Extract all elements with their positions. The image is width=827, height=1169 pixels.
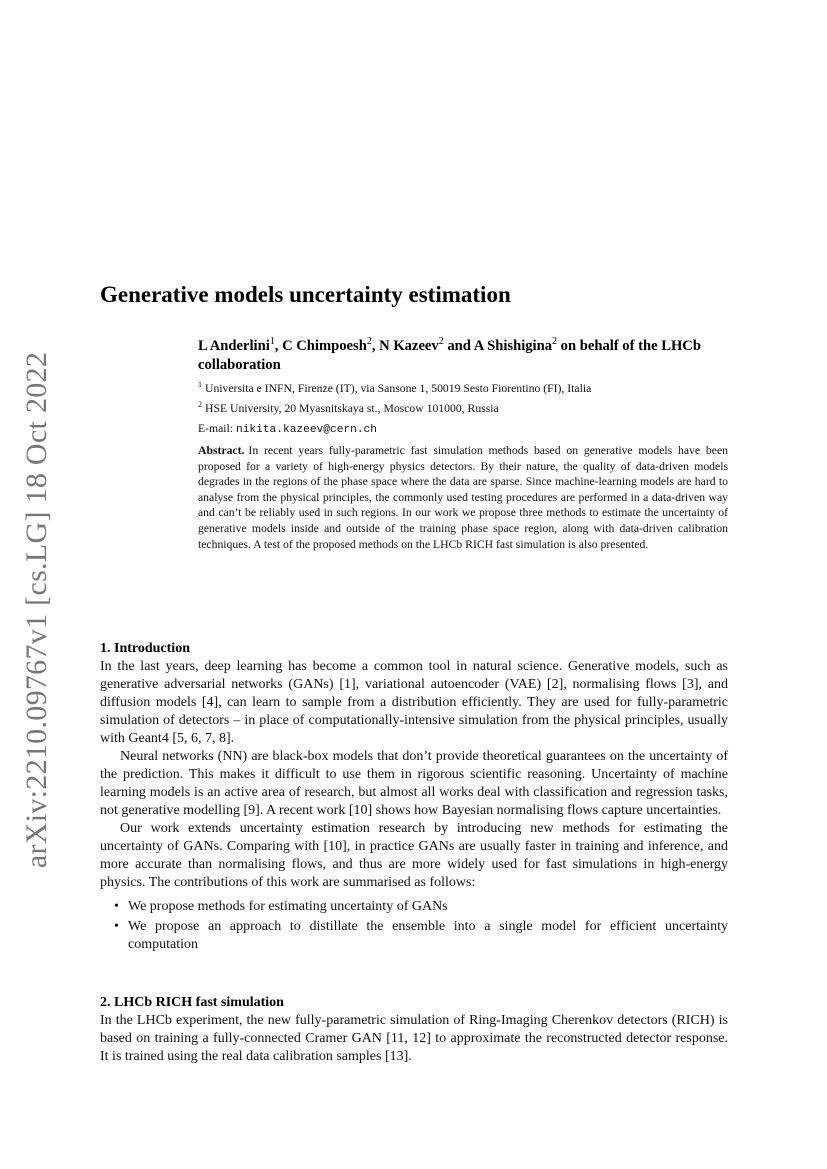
section-heading: 1. Introduction	[100, 641, 190, 656]
author-affiliation-mark: 2	[552, 336, 558, 347]
paper-title: Generative models uncertainty estimation	[100, 282, 511, 307]
author-separator: ,	[371, 337, 380, 354]
paragraph: Neural networks (NN) are black-box models that don’t provide theoretical guarantees on the uncertainty of the prediction. This makes it difficult to use them in rigorous scientific reasoning. Uncertainty of machine learning models is an active area of research, but almost all works deal with classification and regression tasks, not generative modelling [9]. A recent work [10] shows how Bayesian normalising flows capture uncertainties.	[100, 749, 728, 818]
paragraph: In the last years, deep learning has become a common tool in natural science. Generative models, such as generative adversarial networks (GANs) [1], variational autoencoder (VAE) [2], normalising flows [3], and diffusion models [4], can learn to sample from a distribution efficiently. They are used for fully-parametric simulation of detectors – in place of computationally-intensive simulation from the physical principles, usually with Geant4 [5, 6, 7, 8].	[100, 659, 728, 746]
list-item	[100, 918, 728, 954]
affiliation-number: 1	[198, 379, 202, 389]
abstract	[198, 443, 728, 552]
bullet-icon: •	[114, 919, 119, 934]
section-heading: 2. LHCb RICH fast simulation	[100, 995, 284, 1010]
email-label: E-mail:	[198, 421, 234, 435]
author-name: L Anderlini	[198, 337, 270, 354]
author-separator: on behalf of the LHCb collaboration	[198, 337, 701, 373]
author-affiliation-mark: 1	[269, 336, 275, 347]
author-name: C Chimpoesh	[282, 337, 367, 354]
affiliation-text: HSE University, 20 Myasnitskaya st., Moscow 101000, Russia	[205, 401, 499, 415]
author-separator: ,	[274, 337, 283, 354]
author-list	[198, 332, 728, 375]
bullet-icon: •	[114, 899, 119, 914]
arxiv-identifier-sidebar	[0, 0, 70, 1169]
affiliation-number: 2	[198, 399, 202, 409]
author-affiliation-mark: 2	[366, 336, 372, 347]
email-address[interactable]: nikita.kazeev@cern.ch	[235, 423, 377, 436]
affiliation-text: Universita e INFN, Firenze (IT), via Sansone 1, 50019 Sesto Fiorentino (FI), Italia	[205, 381, 592, 395]
arxiv-identifier: arXiv:2210.09767v1 [cs.LG] 18 Oct 2022	[20, 351, 53, 869]
paragraph: In the LHCb experiment, the new fully-parametric simulation of Ring-Imaging Cherenkov detectors (RICH) is based on training a fully-connected Cramer GAN [11, 12] to approximate the reconstructed detector response. It is trained using the real data calibration samples [13].	[100, 1013, 728, 1064]
list-item-text: We propose methods for estimating uncertainty of GANs	[128, 899, 448, 914]
author-name: A Shishigina	[473, 337, 553, 354]
section-introduction	[100, 640, 728, 956]
contribution-list	[100, 898, 728, 954]
affiliation-item	[198, 377, 728, 397]
list-item-text: We propose an approach to distillate the ensemble into a single model for efficient uncertainty computation	[128, 919, 728, 952]
author-affiliation-mark: 2	[438, 336, 444, 347]
abstract-label: Abstract.	[198, 444, 245, 457]
abstract-text: In recent years fully-parametric fast simulation methods based on generative models have been proposed for a variety of high-energy physics detectors. By their nature, the quality of data-driven models degrades in the regions of the phase space where the data are sparse. Since machine-learning models are hard to analyse from the physical principles, the commonly used testing procedures are performed in a data-driven way and can’t be reliably used in such regions. In our work we propose three methods to estimate the uncertainty of generative models inside and outside of the training phase space region, along with data-driven calibration techniques. A test of the proposed methods on the LHCb RICH fast simulation is also presented.	[198, 444, 728, 551]
section-lhcb-rich	[100, 994, 728, 1066]
author-separator: and	[443, 337, 474, 354]
author-name: N Kazeev	[379, 337, 439, 354]
affiliation-item	[198, 397, 728, 417]
list-item	[100, 898, 728, 916]
author-block	[198, 332, 728, 436]
contact-email	[198, 422, 728, 436]
affiliation-list	[198, 377, 728, 417]
paragraph: Our work extends uncertainty estimation research by introducing new methods for estimating the uncertainty of GANs. Comparing with [10], in practice GANs are usually faster in training and inference, and more accurate than normalising flows, and thus are more widely used for fast simulations in high-energy physics. The contributions of this work are summarised as follows:	[100, 821, 728, 890]
